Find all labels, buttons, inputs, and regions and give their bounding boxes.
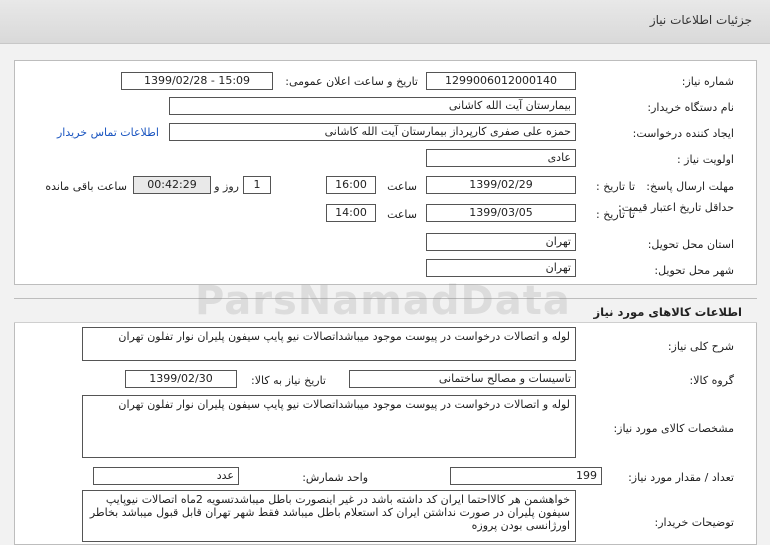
details-panel xyxy=(14,60,757,285)
need-number-label: شماره نیاز: xyxy=(681,75,734,88)
deadline-time-field: 16:00 xyxy=(326,176,376,194)
announce-label: تاریخ و ساعت اعلان عمومی: xyxy=(285,75,418,88)
remaining-label: ساعت باقی مانده xyxy=(45,180,127,193)
quantity-field: 199 xyxy=(450,467,602,485)
announce-field: 1399/02/28 - 15:09 xyxy=(121,72,273,90)
validity-label: حداقل تاریخ اعتبار قیمت: xyxy=(618,201,734,214)
buyer-notes-field: خواهشمن هر کالااحتما ایران کد داشته باشد در غیر اینصورت باطل میباشدتسویه 2ماه اتصالات نیوپایپ سیفون پلیران در صورت نداشتن ایران کد استعلام باطل میباشد فقط شهر تهران قابل قبول میباشد بخاطر اورژانسی بودن پروزه xyxy=(82,490,576,542)
need-number-field: 1299006012000140 xyxy=(426,72,576,90)
deadline-time-label: ساعت xyxy=(387,180,417,193)
group-field: تاسیسات و مصالح ساختمانی xyxy=(349,370,576,388)
city-label: شهر محل تحویل: xyxy=(654,264,734,277)
remaining-time-field: 00:42:29 xyxy=(133,176,211,194)
goods-section-title: اطلاعات کالاهای مورد نیاز xyxy=(593,305,742,319)
quantity-label: تعداد / مقدار مورد نیاز: xyxy=(628,471,734,484)
buyer-org-field: بیمارستان آیت الله کاشانی xyxy=(169,97,576,115)
buyer-notes-label: توضیحات خریدار: xyxy=(654,516,734,529)
unit-label: واحد شمارش: xyxy=(302,471,368,484)
creator-field: حمزه علی صفری کارپرداز بیمارستان آیت الله کاشانی xyxy=(169,123,576,141)
province-label: استان محل تحویل: xyxy=(647,238,734,251)
page-header xyxy=(0,0,770,44)
group-label: گروه کالا: xyxy=(689,374,734,387)
validity-date-field: 1399/03/05 xyxy=(426,204,576,222)
summary-label: شرح کلی نیاز: xyxy=(667,340,734,353)
specs-label: مشخصات کالای مورد نیاز: xyxy=(613,422,734,435)
deadline-to-date-label: تا تاریخ : xyxy=(596,180,635,193)
validity-to-date-label: تا تاریخ : xyxy=(596,208,635,221)
validity-time-label: ساعت xyxy=(387,208,417,221)
days-field: 1 xyxy=(243,176,271,194)
specs-field: لوله و اتصالات درخواست در پیوست موجود میباشداتصالات نیو پایپ سیفون پلیران نوار تفلون تهران xyxy=(82,395,576,458)
unit-field: عدد xyxy=(93,467,239,485)
deadline-date-field: 1399/02/29 xyxy=(426,176,576,194)
priority-field: عادی xyxy=(426,149,576,167)
city-field: تهران xyxy=(426,259,576,277)
buyer-org-label: نام دستگاه خریدار: xyxy=(647,101,734,114)
days-label: روز و xyxy=(214,180,239,193)
page-title: جزئیات اطلاعات نیاز xyxy=(649,13,752,27)
creator-label: ایجاد کننده درخواست: xyxy=(632,127,734,140)
validity-time-field: 14:00 xyxy=(326,204,376,222)
need-date-field: 1399/02/30 xyxy=(125,370,237,388)
summary-field: لوله و اتصالات درخواست در پیوست موجود میباشداتصالات نیو پایپ سیفون پلیران نوار تفلون تهران xyxy=(82,327,576,361)
buyer-contact-link[interactable]: اطلاعات تماس خریدار xyxy=(57,126,159,139)
need-date-label: تاریخ نیاز به کالا: xyxy=(251,374,326,387)
deadline-label: مهلت ارسال پاسخ: xyxy=(646,180,734,193)
province-field: تهران xyxy=(426,233,576,251)
priority-label: اولویت نیاز : xyxy=(676,153,734,166)
